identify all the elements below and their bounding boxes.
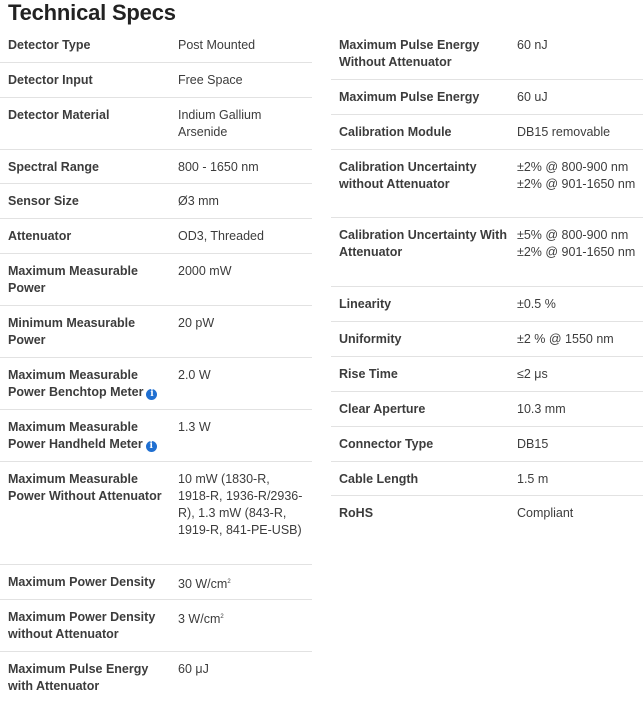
spec-row — [0, 600, 312, 652]
spec-value: Free Space — [178, 73, 243, 87]
spec-row — [0, 63, 312, 98]
spec-row — [0, 28, 312, 63]
spec-value: 30 W/cm — [178, 577, 228, 591]
spec-label: Attenuator — [8, 229, 72, 243]
spec-label: Calibration Module — [339, 125, 452, 139]
spec-row — [0, 150, 312, 184]
spec-row — [0, 410, 312, 462]
spec-value: 10.3 mm — [517, 402, 566, 416]
spec-row — [0, 219, 312, 254]
spec-label: Clear Aperture — [339, 402, 426, 416]
spec-label: Maximum Measurable Power Handheld Meter — [8, 420, 143, 451]
spec-row — [0, 98, 312, 150]
info-icon[interactable]: i — [146, 389, 157, 400]
spec-label: Maximum Measurable Power Benchtop Meter — [8, 368, 144, 399]
spec-value: 1.3 W — [178, 420, 211, 434]
spec-label: Uniformity — [339, 332, 402, 346]
spec-row — [331, 462, 643, 496]
spec-value: 10 mW (1830-R, 1918-R, 1936-R/2936-R), 1.3 mW (843-R, 1919-R, 841-PE-USB) — [178, 472, 303, 537]
spec-value: 60 uJ — [517, 90, 548, 104]
spec-row — [331, 357, 643, 392]
spec-label: Maximum Pulse Energy Without Attenuator — [339, 38, 480, 69]
spec-row — [331, 150, 643, 218]
spec-value: 2.0 W — [178, 368, 211, 382]
spec-row — [0, 565, 312, 600]
spec-label: Maximum Power Density without Attenuator — [8, 610, 156, 641]
specs-left-column — [0, 28, 312, 704]
page-title: Technical Specs — [8, 0, 176, 25]
spec-row — [331, 28, 643, 80]
spec-label: Maximum Power Density — [8, 575, 156, 589]
spec-value: 800 - 1650 nm — [178, 160, 259, 174]
spec-label: Spectral Range — [8, 160, 100, 174]
info-icon[interactable]: i — [146, 441, 157, 452]
spec-label: Detector Input — [8, 73, 93, 87]
spec-row — [331, 218, 643, 287]
spec-label: Linearity — [339, 297, 392, 311]
spec-value: 2000 mW — [178, 264, 232, 278]
spec-row — [331, 80, 643, 115]
spec-row — [331, 115, 643, 150]
spec-value: Ø3 mm — [178, 194, 219, 208]
spec-label: Detector Material — [8, 108, 110, 122]
specs-right-column — [331, 28, 643, 531]
spec-row — [331, 427, 643, 462]
spec-label: RoHS — [339, 506, 374, 520]
spec-label-with-info — [0, 367, 170, 409]
spec-value: Compliant — [517, 506, 574, 520]
spec-value: DB15 removable — [517, 125, 611, 139]
spec-row — [331, 287, 643, 322]
spec-label: Rise Time — [339, 367, 398, 381]
spec-label: Maximum Measurable Power — [8, 264, 138, 295]
spec-label: Connector Type — [339, 437, 434, 451]
spec-value: ±2 % @ 1550 nm — [517, 332, 614, 346]
spec-value-with-sup — [170, 574, 304, 599]
spec-value: ±2% @ 800-900 nm ±2% @ 901-1650 nm — [517, 160, 636, 191]
spec-label: Maximum Pulse Energy with Attenuator — [8, 662, 149, 693]
spec-label: Detector Type — [8, 38, 91, 52]
spec-label: Minimum Measurable Power — [8, 316, 136, 347]
spec-row — [0, 254, 312, 306]
spec-row — [0, 306, 312, 358]
spec-value: ±0.5 % — [517, 297, 556, 311]
spec-value: ±5% @ 800-900 nm ±2% @ 901-1650 nm — [517, 228, 636, 259]
spec-row — [331, 496, 643, 531]
spec-value: 60 μJ — [178, 662, 209, 676]
spec-row — [0, 358, 312, 410]
spec-value: DB15 — [517, 437, 549, 451]
spec-label: Maximum Pulse Energy — [339, 90, 480, 104]
spec-label: Sensor Size — [8, 194, 79, 208]
spec-value: Indium Gallium Arsenide — [178, 108, 262, 139]
spec-label: Calibration Uncertainty without Attenuator — [339, 160, 477, 191]
spec-row — [0, 652, 312, 704]
spec-label-with-info — [0, 419, 170, 461]
spec-value: Post Mounted — [178, 38, 256, 52]
spec-row — [0, 462, 312, 565]
spec-label: Cable Length — [339, 472, 419, 486]
unit-superscript: 2 — [220, 614, 224, 620]
spec-row — [331, 322, 643, 357]
spec-value: 20 pW — [178, 316, 215, 330]
spec-value-with-sup — [170, 609, 304, 651]
spec-row — [0, 184, 312, 219]
spec-label: Maximum Measurable Power Without Attenuator — [8, 472, 162, 503]
spec-value: ≤2 μs — [517, 367, 548, 381]
spec-value: OD3, Threaded — [178, 229, 264, 243]
spec-value: 3 W/cm — [178, 612, 221, 626]
unit-superscript: 2 — [227, 579, 231, 585]
spec-value: 1.5 m — [517, 472, 549, 486]
spec-label: Calibration Uncertainty With Attenuator — [339, 228, 507, 259]
spec-value: 60 nJ — [517, 38, 548, 52]
spec-row — [331, 392, 643, 427]
